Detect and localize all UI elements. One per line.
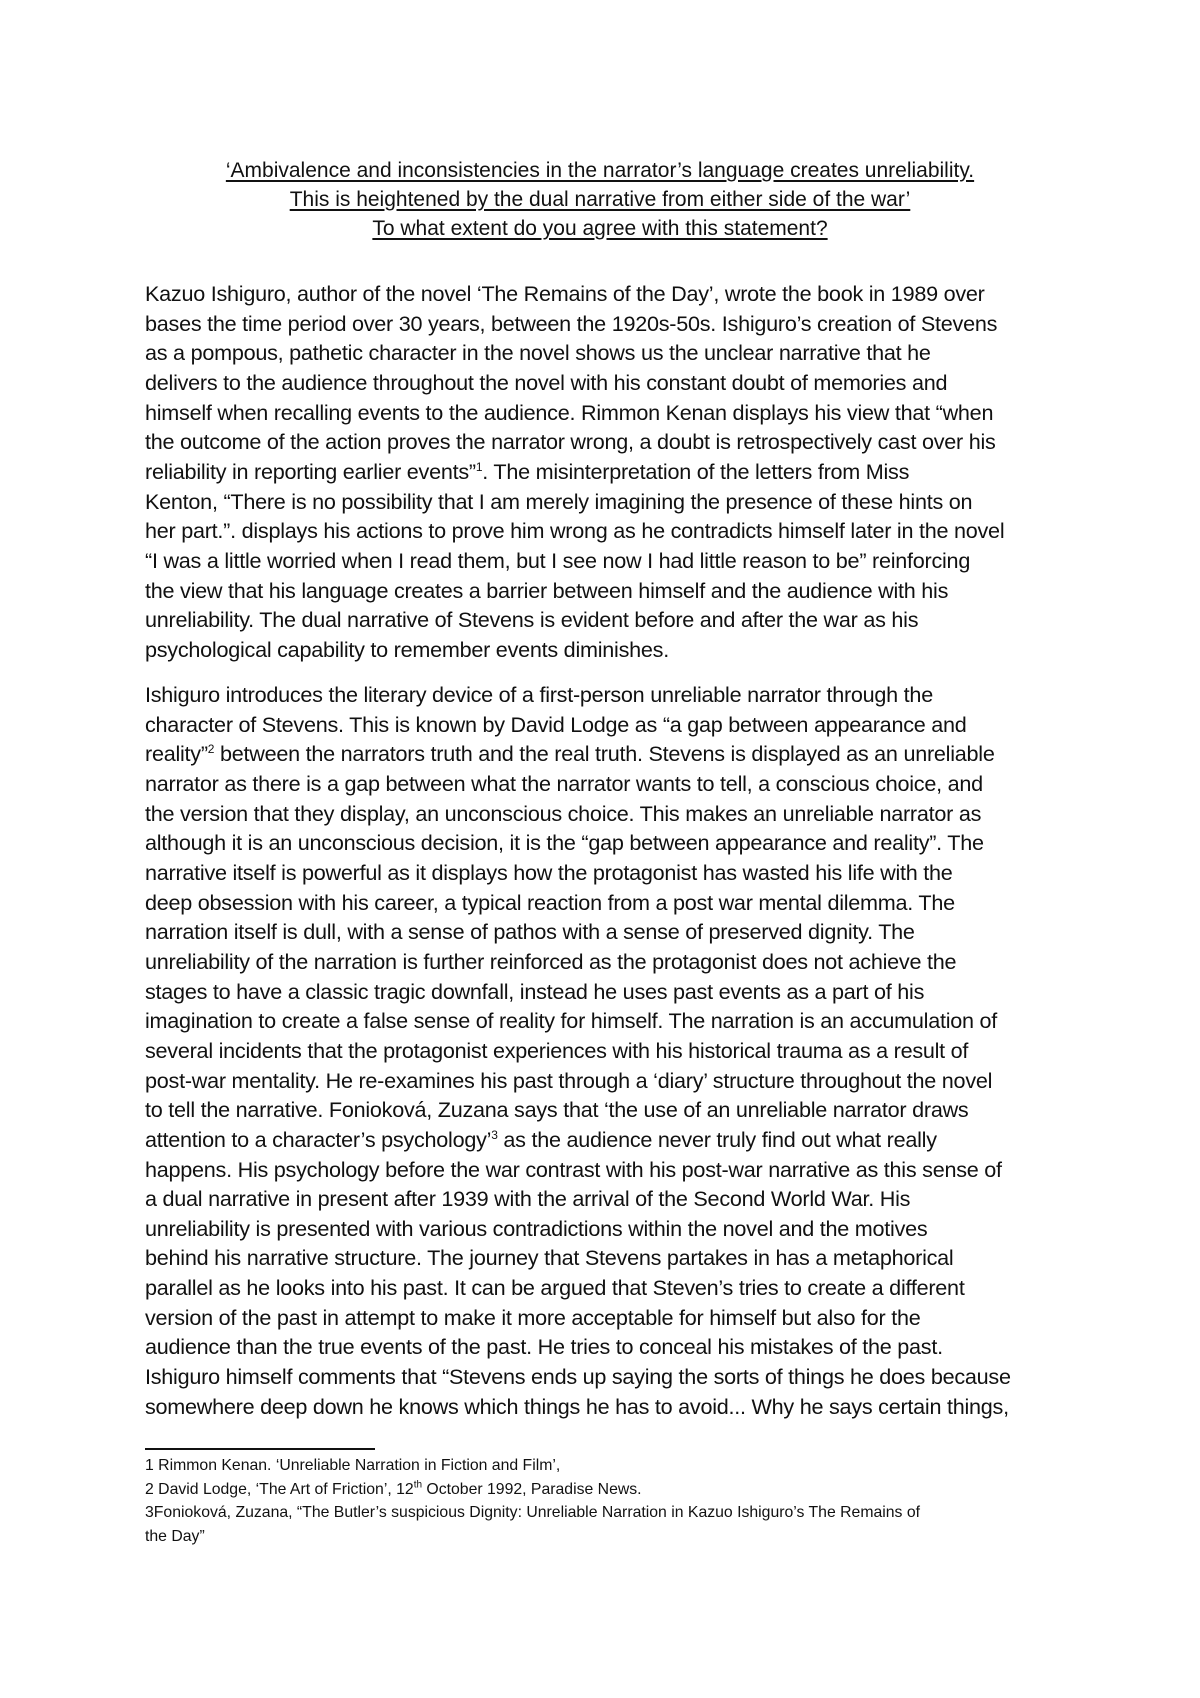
paragraph-line bbox=[145, 1125, 1060, 1155]
footnote-reference: th bbox=[413, 1479, 423, 1491]
paragraph-line: although it is an unconscious decision, it is the “gap between appearance and reality”. The bbox=[145, 830, 984, 856]
text-run: attention to a character’s psychology’ bbox=[145, 1126, 492, 1152]
footnote-reference: 3 bbox=[491, 1127, 498, 1142]
footnotes bbox=[145, 1454, 1075, 1548]
paragraph-line: version of the past in attempt to make it more acceptable for himself but also for the bbox=[145, 1304, 921, 1330]
paragraph-line: character of Stevens. This is known by David Lodge as “a gap between appearance and bbox=[145, 711, 967, 737]
paragraph-line: “I was a little worried when I read them, but I see now I had little reason to be” reinforcing bbox=[145, 547, 971, 573]
paragraph-line: unreliability of the narration is further reinforced as the protagonist does not achieve the bbox=[145, 948, 957, 974]
footnote-line: the Day” bbox=[145, 1527, 205, 1545]
paragraph-line: unreliability. The dual narrative of Stevens is evident before and after the war as his bbox=[145, 607, 919, 633]
essay-title bbox=[145, 156, 1055, 243]
footnote-line: 1 Rimmon Kenan. ‘Unreliable Narration in Fiction and Film’, bbox=[145, 1457, 561, 1474]
paragraph-line: Ishiguro himself comments that “Stevens ends up saying the sorts of things he does because bbox=[145, 1364, 1011, 1390]
footnote-reference: 1 bbox=[475, 459, 483, 474]
paragraph-line bbox=[145, 457, 1060, 487]
text-run: as the audience never truly find out what really bbox=[497, 1126, 937, 1152]
text-run: 2 David Lodge, ‘The Art of Friction’, 12 bbox=[145, 1480, 414, 1498]
paragraph-line: the version that they display, an unconscious choice. This makes an unreliable narrator as bbox=[145, 800, 982, 826]
paragraph-line: psychological capability to remember events diminishes. bbox=[145, 636, 669, 662]
footnote-line bbox=[145, 1478, 1075, 1502]
paragraph-line: bases the time period over 30 years, between the 1920s-50s. Ishiguro’s creation of Stevens bbox=[145, 310, 998, 336]
text-run: reliability in reporting earlier events” bbox=[145, 458, 476, 484]
footnote-reference: 2 bbox=[207, 742, 215, 757]
paragraph-line: somewhere deep down he knows which things he has to avoid... Why he says certain things, bbox=[145, 1393, 1009, 1419]
paragraph-line: parallel as he looks into his past. It can be argued that Steven’s tries to create a different bbox=[145, 1275, 965, 1301]
paragraph-line: imagination to create a false sense of reality for himself. The narration is an accumulation of bbox=[145, 1008, 998, 1034]
title-line-2: This is heightened by the dual narrative from either side of the war’ bbox=[289, 188, 911, 211]
paragraph-line: the view that his language creates a barrier between himself and the audience with his bbox=[145, 577, 949, 603]
paragraph-line: Kenton, “There is no possibility that I am merely imagining the presence of these hints on bbox=[145, 488, 973, 514]
paragraph-line: several incidents that the protagonist experiences with his historical trauma as a result of bbox=[145, 1037, 969, 1063]
paragraph-line: unreliability is presented with various contradictions within the novel and the motives bbox=[145, 1215, 928, 1241]
paragraph-line bbox=[145, 739, 1060, 769]
text-run: between the narrators truth and the real truth. Stevens is displayed as an unreliable bbox=[214, 741, 995, 767]
paragraph-line: Kazuo Ishiguro, author of the novel ‘The Remains of the Day’, wrote the book in 1989 over bbox=[145, 281, 985, 306]
paragraph-line: audience than the true events of the past. He tries to conceal his mistakes of the past. bbox=[145, 1334, 943, 1360]
paragraph-line: to tell the narrative. Fonioková, Zuzana says that ‘the use of an unreliable narrator draws bbox=[145, 1097, 969, 1123]
paragraph-line: narration itself is dull, with a sense of pathos with a sense of preserved dignity. The bbox=[145, 919, 915, 945]
paragraph-line: delivers to the audience throughout the novel with his constant doubt of memories and bbox=[145, 369, 948, 395]
body-paragraph-1 bbox=[145, 279, 1060, 665]
text-run: October 1992, Paradise News. bbox=[422, 1480, 642, 1498]
paragraph-line: a dual narrative in present after 1939 with the arrival of the Second World War. His bbox=[145, 1186, 911, 1212]
footnote-separator bbox=[145, 1448, 375, 1450]
footnote-line: 3Fonioková, Zuzana, “The Butler’s suspicious Dignity: Unreliable Narration in Kazuo Ishiguro’s The Remains of bbox=[145, 1504, 921, 1521]
paragraph-line: narrator as there is a gap between what the narrator wants to tell, a conscious choice, and bbox=[145, 770, 983, 796]
paragraph-line: narrative itself is powerful as it displays how the protagonist has wasted his life with the bbox=[145, 859, 953, 885]
paragraph-line: the outcome of the action proves the narrator wrong, a doubt is retrospectively cast over his bbox=[145, 429, 996, 455]
body-paragraph-2 bbox=[145, 680, 1060, 1421]
paragraph-line: deep obsession with his career, a typical reaction from a post war mental dilemma. The bbox=[145, 889, 955, 915]
title-line-3: To what extent do you agree with this statement? bbox=[372, 217, 828, 240]
paragraph-line: post-war mentality. He re-examines his past through a ‘diary’ structure throughout the novel bbox=[145, 1067, 993, 1093]
paragraph-line: her part.”. displays his actions to prove him wrong as he contradicts himself later in the novel bbox=[145, 518, 1005, 544]
paragraph-line: happens. His psychology before the war contrast with his post-war narrative as this sense of bbox=[145, 1156, 1002, 1182]
text-run: . The misinterpretation of the letters from Miss bbox=[482, 458, 910, 484]
paragraph-line: behind his narrative structure. The journey that Stevens partakes in has a metaphorical bbox=[145, 1245, 954, 1271]
paragraph-line: stages to have a classic tragic downfall, instead he uses past events as a part of his bbox=[145, 978, 925, 1004]
paragraph-line: himself when recalling events to the audience. Rimmon Kenan displays his view that “when bbox=[145, 399, 994, 425]
text-run: reality” bbox=[145, 741, 208, 767]
paragraph-line: as a pompous, pathetic character in the novel shows us the unclear narrative that he bbox=[145, 340, 931, 366]
paragraph-line: Ishiguro introduces the literary device of a first-person unreliable narrator through the bbox=[145, 682, 933, 707]
title-line-1: ‘Ambivalence and inconsistencies in the narrator’s language creates unreliability. bbox=[225, 159, 975, 182]
